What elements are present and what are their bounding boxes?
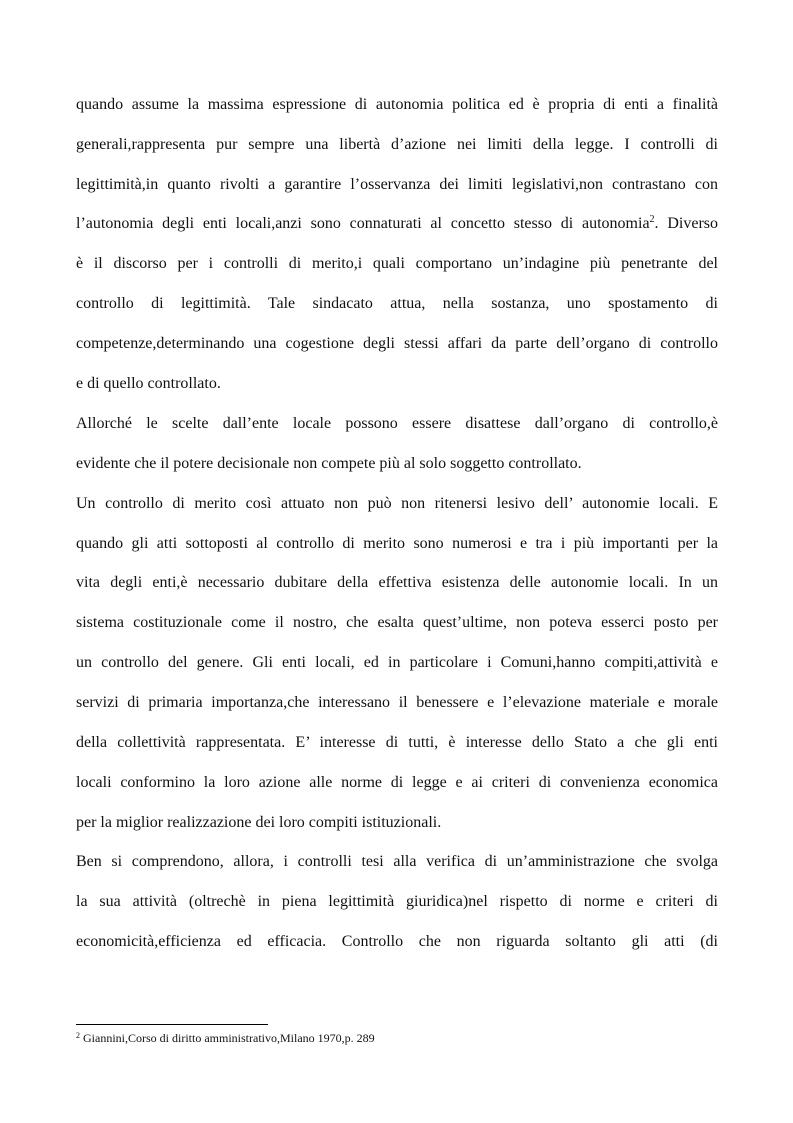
body-line-19: per la miglior realizzazione dei loro compiti istituzionali. bbox=[76, 814, 442, 831]
body-line-12: quando gli atti sottoposti al controllo di merito sono numerosi e tra i più importanti per la bbox=[76, 535, 718, 552]
body-line-11: Un controllo di merito così attuato non può non ritenersi lesivo dell’ autonomie locali. E bbox=[76, 495, 718, 512]
body-line-22: economicità,efficienza ed efficacia. Controllo che non riguarda soltanto gli atti (di bbox=[76, 933, 718, 950]
body-line-2: generali,rappresenta pur sempre una libertà d’azione nei limiti della legge. I controlli di bbox=[76, 136, 718, 153]
footnote-number: 2 bbox=[76, 1031, 80, 1040]
body-line-14: sistema costituzionale come il nostro, che esalta quest’ultime, non poteva esserci posto per bbox=[76, 614, 718, 631]
body-line-10: evidente che il potere decisionale non compete più al solo soggetto controllato. bbox=[76, 455, 582, 472]
body-line-5: è il discorso per i controlli di merito,i quali comportano un’indagine più penetrante del bbox=[76, 255, 718, 272]
footnote-separator bbox=[76, 1024, 268, 1025]
body-line-7: competenze,determinando una cogestione degli stessi affari da parte dell’organo di controllo bbox=[76, 335, 718, 352]
body-line-4-text: l’autonomia degli enti locali,anzi sono connaturati al concetto stesso di autonomia bbox=[76, 215, 650, 232]
body-line-9: Allorché le scelte dall’ente locale possono essere disattese dall’organo di controllo,è bbox=[76, 415, 718, 432]
body-line-20: Ben si comprendono, allora, i controlli tesi alla verifica di un’amministrazione che svolga bbox=[76, 853, 718, 870]
body-line-4-tail: . Diverso bbox=[654, 215, 718, 232]
body-line-16: servizi di primaria importanza,che interessano il benessere e l’elevazione materiale e morale bbox=[76, 694, 718, 711]
body-line-1: quando assume la massima espressione di autonomia politica ed è propria di enti a finalità bbox=[76, 96, 718, 113]
body-line-4 bbox=[76, 214, 718, 234]
footnote-reference: 2 bbox=[649, 214, 655, 225]
body-line-18: locali conformino la loro azione alle norme di legge e ai criteri di convenienza economica bbox=[76, 774, 718, 791]
footnote bbox=[76, 1030, 718, 1046]
footnote-text: Giannini,Corso di diritto amministrativo,Milano 1970,p. 289 bbox=[83, 1031, 375, 1045]
body-line-13: vita degli enti,è necessario dubitare della effettiva esistenza delle autonomie locali. In un bbox=[76, 574, 718, 591]
body-line-8: e di quello controllato. bbox=[76, 375, 221, 392]
body-line-17: della collettività rappresentata. E’ interesse di tutti, è interesse dello Stato a che gli enti bbox=[76, 734, 718, 751]
body-line-15: un controllo del genere. Gli enti locali, ed in particolare i Comuni,hanno compiti,attività e bbox=[76, 654, 718, 671]
body-line-21: la sua attività (oltrechè in piena legittimità giuridica)nel rispetto di norme e criteri di bbox=[76, 893, 718, 910]
body-line-3: legittimità,in quanto rivolti a garantire l’osservanza dei limiti legislativi,non contrastano con bbox=[76, 176, 718, 193]
body-line-6: controllo di legittimità. Tale sindacato attua, nella sostanza, uno spostamento di bbox=[76, 295, 718, 312]
